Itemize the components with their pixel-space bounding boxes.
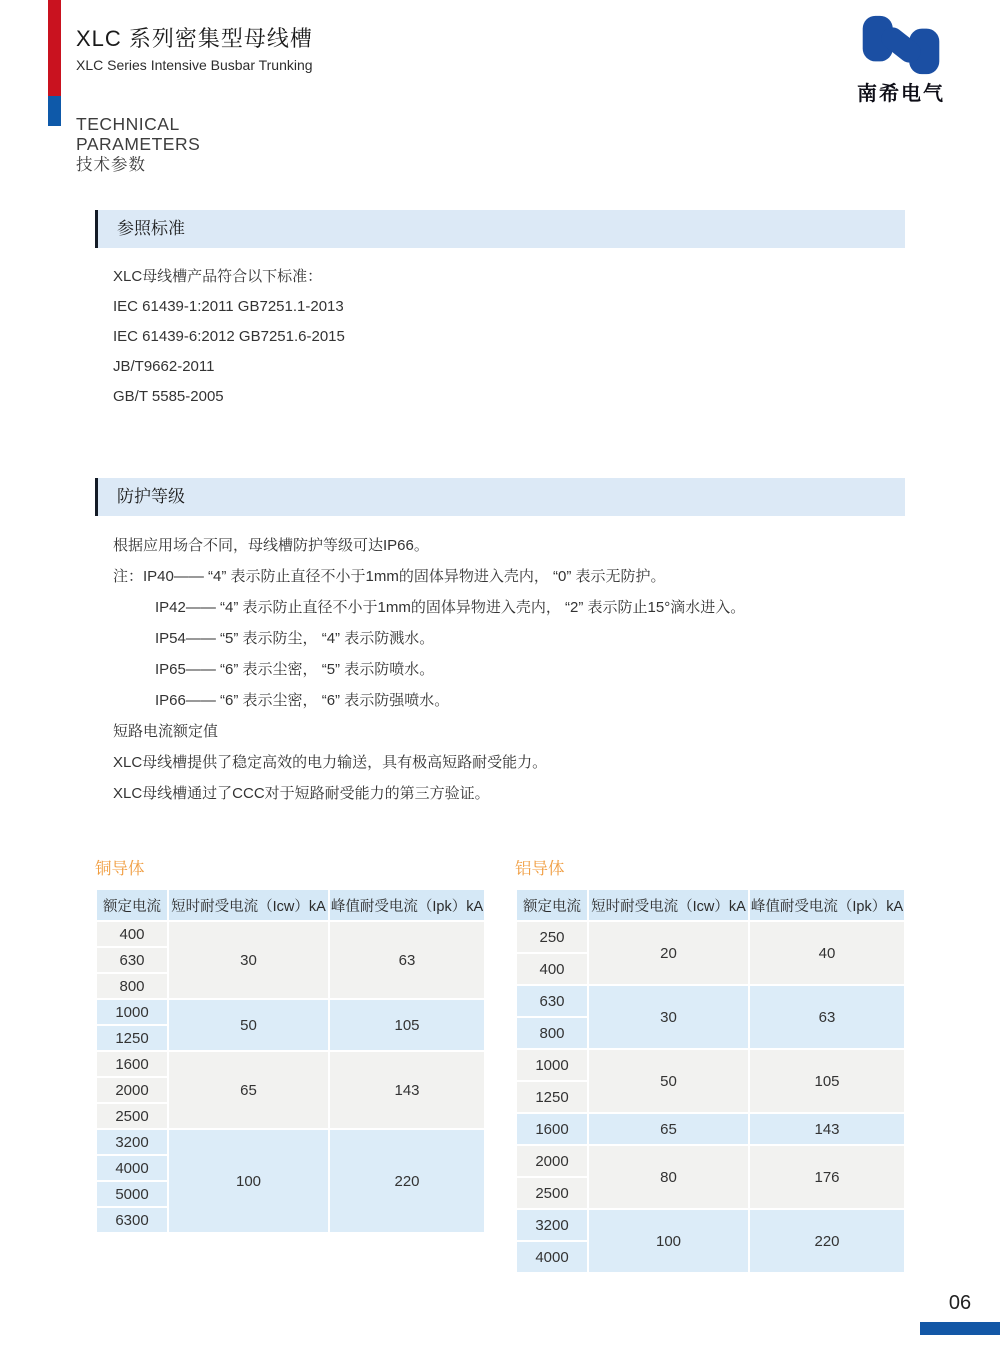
rated-current-cell: 4000 [96, 1155, 168, 1181]
ipk-cell: 220 [329, 1129, 485, 1233]
text-line: IP65—— “6” 表示尘密， “5” 表示防喷水。 [155, 661, 435, 678]
table-row [516, 1113, 905, 1145]
aluminum-table-title: 铝导体 [515, 860, 565, 878]
table-row [516, 1049, 905, 1081]
ipk-header: 峰值耐受电流（Ipk）kA [329, 889, 485, 921]
rated-current-cell: 2500 [96, 1103, 168, 1129]
table-row [516, 921, 905, 953]
ipk-cell: 63 [329, 921, 485, 999]
company-logo [840, 14, 962, 106]
rated-current-cell: 2000 [96, 1077, 168, 1103]
text-line: XLC母线槽提供了稳定高效的电力输送，具有极高短路耐受能力。 [113, 754, 548, 771]
table-row [516, 985, 905, 1017]
ipk-cell: 105 [749, 1049, 905, 1113]
text-line: 注：IP40—— “4” 表示防止直径不小于1mm的固体异物进入壳内， “0” 表示无防护。 [113, 568, 666, 585]
tech-parameters-label [76, 114, 200, 175]
ipk-cell: 220 [749, 1209, 905, 1273]
logo-name: 南希电气 [857, 83, 945, 105]
icw-cell: 50 [168, 999, 329, 1051]
rated-current-cell: 3200 [96, 1129, 168, 1155]
rated-current-cell: 630 [516, 985, 588, 1017]
table-row [96, 999, 485, 1025]
header-title-block [76, 22, 313, 73]
logo-mark-icon [855, 14, 947, 76]
rated-current-cell: 1600 [516, 1113, 588, 1145]
section-title: 参照标准 [117, 219, 185, 238]
data-table [515, 888, 906, 1274]
rated-current-header: 额定电流 [96, 889, 168, 921]
ipk-cell: 143 [329, 1051, 485, 1129]
ipk-cell: 143 [749, 1113, 905, 1145]
icw-cell: 65 [588, 1113, 749, 1145]
rated-current-cell: 1600 [96, 1051, 168, 1077]
table-row [96, 1129, 485, 1155]
text-line: XLC母线槽通过了CCC对于短路耐受能力的第三方验证。 [113, 785, 490, 802]
rated-current-cell: 5000 [96, 1181, 168, 1207]
icw-cell: 30 [588, 985, 749, 1049]
rated-current-cell: 1000 [96, 999, 168, 1025]
rated-current-cell: 800 [96, 973, 168, 999]
text-line: XLC母线槽产品符合以下标准： [113, 268, 323, 285]
section-body-standards [95, 262, 905, 412]
tech-label-line3: 技术参数 [76, 156, 146, 174]
rated-current-cell: 2500 [516, 1177, 588, 1209]
rated-current-cell: 400 [516, 953, 588, 985]
rated-current-header: 额定电流 [516, 889, 588, 921]
table-row [516, 1209, 905, 1241]
icw-cell: 100 [168, 1129, 329, 1233]
icw-header: 短时耐受电流（Icw）kA [168, 889, 329, 921]
text-line: JB/T9662-2011 [113, 358, 215, 375]
ipk-cell: 40 [749, 921, 905, 985]
icw-cell: 50 [588, 1049, 749, 1113]
ipk-cell: 105 [329, 999, 485, 1051]
page-title: XLC 系列密集型母线槽 [76, 26, 313, 51]
text-line: IP42—— “4” 表示防止直径不小于1mm的固体异物进入壳内， “2” 表示防止15°滴水进入。 [155, 599, 746, 616]
copper-table-title: 铜导体 [95, 860, 145, 878]
text-line: IEC 61439-1:2011 GB7251.1-2013 [113, 298, 344, 315]
rated-current-cell: 1000 [516, 1049, 588, 1081]
text-line: IEC 61439-6:2012 GB7251.6-2015 [113, 328, 345, 345]
table-row [516, 1145, 905, 1177]
page-number: 06 [948, 1292, 972, 1314]
rated-current-cell: 800 [516, 1017, 588, 1049]
rated-current-cell: 1250 [96, 1025, 168, 1051]
icw-cell: 100 [588, 1209, 749, 1273]
section-title: 防护等级 [117, 487, 185, 506]
text-line: 短路电流额定值 [113, 723, 219, 740]
aluminum-conductor-table [515, 888, 905, 1274]
ipk-cell: 176 [749, 1145, 905, 1209]
rated-current-cell: 3200 [516, 1209, 588, 1241]
table-row [96, 1051, 485, 1077]
red-accent-bar [48, 0, 61, 96]
icw-header: 短时耐受电流（Icw）kA [588, 889, 749, 921]
section-header-standards [95, 210, 905, 248]
tech-label-line2: PARAMETERS [76, 134, 201, 154]
data-table [95, 888, 486, 1234]
text-line: IP66—— “6” 表示尘密， “6” 表示防强喷水。 [155, 692, 450, 709]
footer-accent-bar [920, 1322, 1000, 1335]
rated-current-cell: 6300 [96, 1207, 168, 1233]
icw-cell: 80 [588, 1145, 749, 1209]
text-line: IP54—— “5” 表示防尘， “4” 表示防溅水。 [155, 630, 435, 647]
icw-cell: 30 [168, 921, 329, 999]
blue-accent-bar [48, 96, 61, 126]
table-row [96, 921, 485, 947]
rated-current-cell: 4000 [516, 1241, 588, 1273]
text-line: 根据应用场合不同，母线槽防护等级可达IP66。 [113, 537, 429, 554]
rated-current-cell: 2000 [516, 1145, 588, 1177]
rated-current-cell: 250 [516, 921, 588, 953]
rated-current-cell: 630 [96, 947, 168, 973]
section-header-protection [95, 478, 905, 516]
rated-current-cell: 1250 [516, 1081, 588, 1113]
section-body-protection [95, 530, 905, 809]
ipk-header: 峰值耐受电流（Ipk）kA [749, 889, 905, 921]
icw-cell: 20 [588, 921, 749, 985]
text-line: GB/T 5585-2005 [113, 388, 224, 405]
rated-current-cell: 400 [96, 921, 168, 947]
tech-label-line1: TECHNICAL [76, 114, 180, 134]
copper-conductor-table [95, 888, 484, 1234]
page-subtitle: XLC Series Intensive Busbar Trunking [76, 57, 313, 73]
icw-cell: 65 [168, 1051, 329, 1129]
ipk-cell: 63 [749, 985, 905, 1049]
